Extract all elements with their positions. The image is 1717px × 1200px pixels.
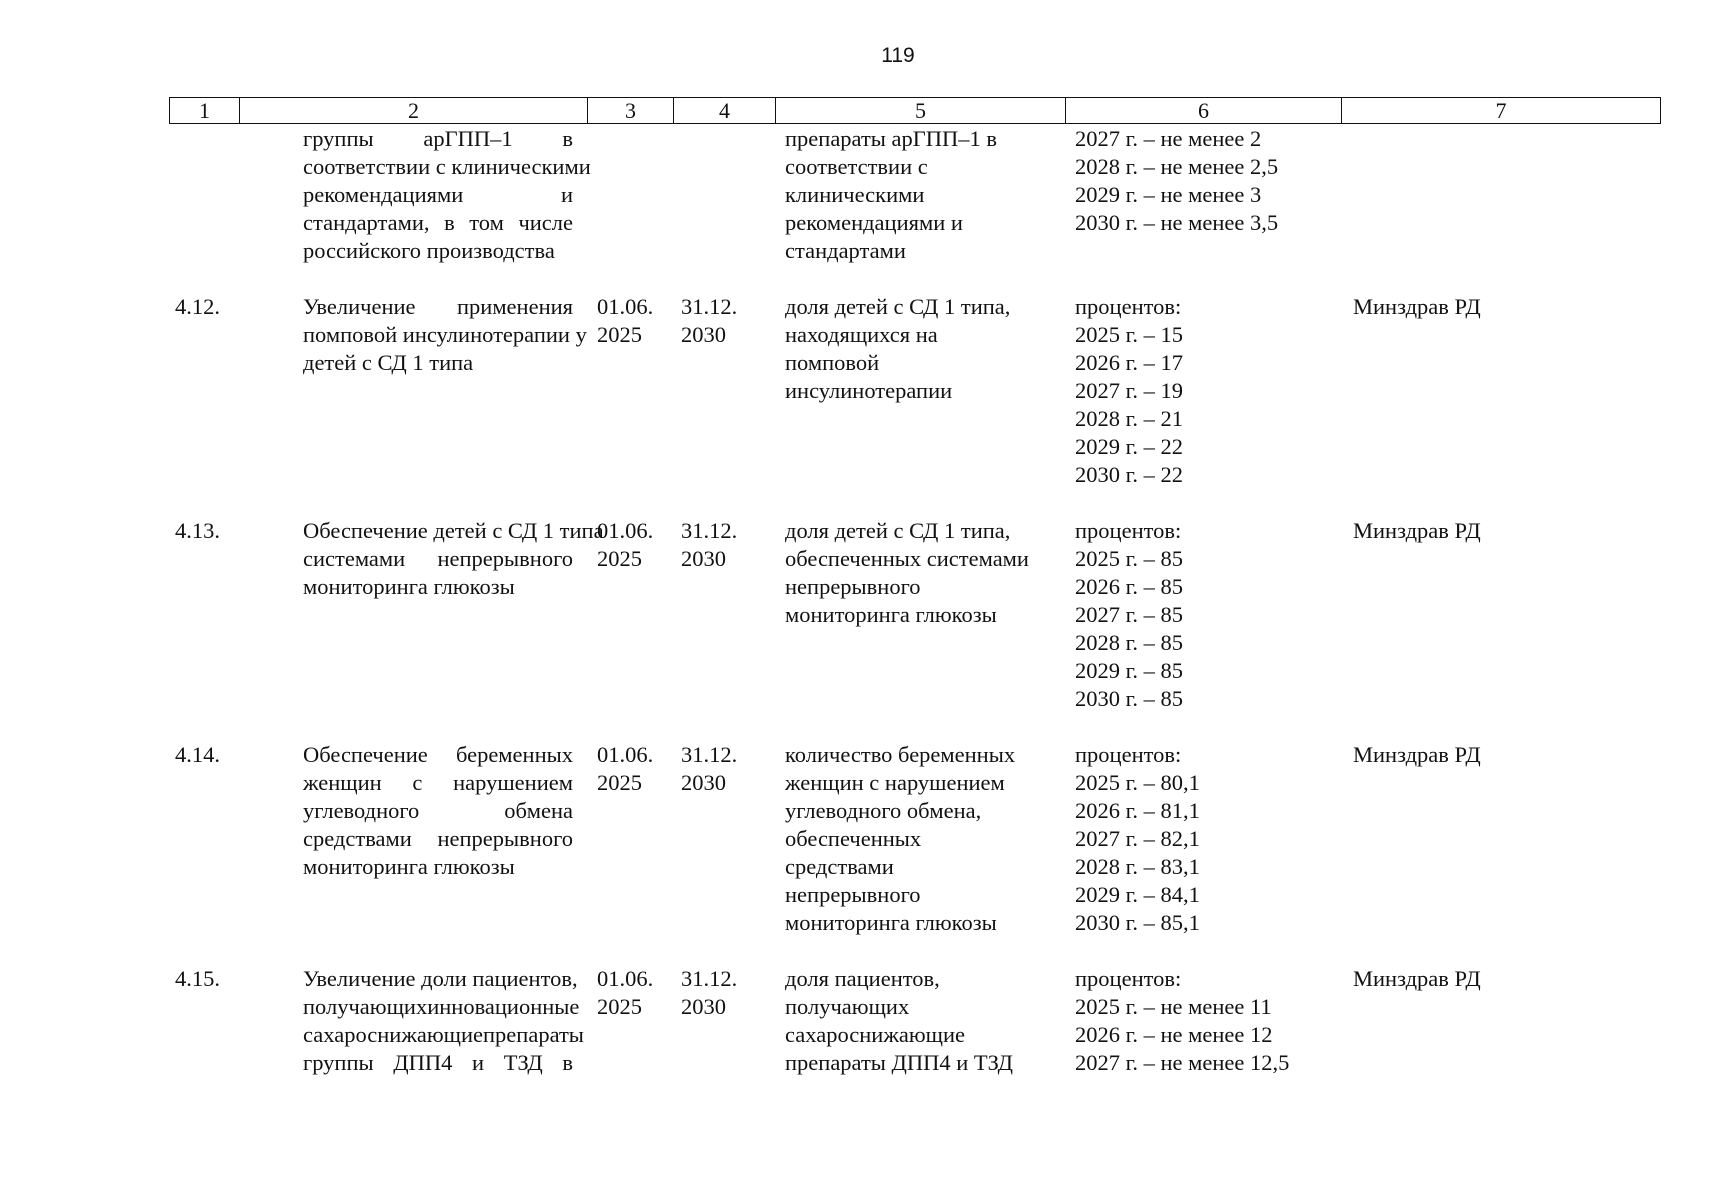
measure-line [303, 853, 573, 881]
indicator-text [775, 965, 1065, 1077]
indicator-line: количество беременных [785, 742, 1016, 767]
measure-word: женщин [303, 770, 382, 795]
value-line: 2026 г. – 85 [1075, 574, 1183, 599]
value-line: процентов: [1075, 966, 1182, 991]
value-line: 2025 г. – 80,1 [1075, 770, 1200, 795]
measure-line [303, 517, 604, 545]
start-date: 01.06. 2025 [597, 518, 654, 571]
measure-word: средствами [303, 826, 412, 851]
value-line: 2025 г. – 85 [1075, 546, 1183, 571]
table-body [169, 125, 1661, 1077]
indicator-line: доля детей с СД 1 типа, [785, 294, 1011, 319]
value-line: процентов: [1075, 742, 1182, 767]
value-line: 2027 г. – не менее 2 [1075, 126, 1262, 151]
column-header-5: 5 [776, 98, 1066, 123]
indicator-values [1065, 965, 1341, 1077]
measure-word: и [560, 182, 573, 207]
value-line: 2025 г. – 15 [1075, 322, 1183, 347]
measure-line [303, 993, 580, 1021]
measure-word: группы [303, 1050, 374, 1075]
measure-word: получающих [303, 994, 428, 1019]
table-row [169, 125, 1661, 265]
measure-line [303, 825, 573, 853]
column-header-2: 2 [240, 98, 588, 123]
indicator-text [775, 517, 1065, 713]
table-row [169, 293, 1661, 489]
measure-text [239, 741, 587, 937]
measure-word: мониторинга глюкозы [303, 574, 515, 599]
measure-word: Увеличение [303, 294, 416, 319]
measure-word: детей с СД 1 типа [303, 350, 474, 375]
measure-text [239, 965, 587, 1077]
table-row [169, 517, 1661, 713]
responsible-org: Минздрав РД [1353, 294, 1481, 319]
measure-line [303, 1021, 584, 1049]
value-line: 2027 г. – 85 [1075, 602, 1183, 627]
measure-text [239, 517, 604, 713]
responsible-org: Минздрав РД [1353, 742, 1481, 767]
indicator-line: находящихся на [785, 322, 938, 347]
measure-line [303, 181, 573, 209]
end-date: 31.12. 2030 [681, 742, 738, 795]
measure-line [303, 1049, 573, 1077]
measure-text [239, 293, 587, 489]
value-line: 2028 г. – не менее 2,5 [1075, 154, 1279, 179]
row-number: 4.12. [175, 294, 220, 319]
indicator-line: непрерывного [785, 882, 921, 907]
measure-word: рекомендациями [303, 182, 464, 207]
measure-line [303, 797, 573, 825]
end-date: 31.12. 2030 [681, 966, 738, 1019]
value-line: 2027 г. – 19 [1075, 378, 1183, 403]
measure-line [303, 153, 591, 181]
measure-word: том [469, 210, 504, 235]
column-header-1: 1 [170, 98, 240, 123]
measure-word: соответствии с клиническими [303, 154, 591, 179]
measure-word: сахароснижающие [303, 1022, 484, 1047]
indicator-line: женщин с нарушением [785, 770, 1005, 795]
value-line: 2029 г. – 22 [1075, 434, 1183, 459]
measure-line [303, 209, 573, 237]
indicator-line: непрерывного [785, 574, 921, 599]
measure-word: и [472, 1050, 485, 1075]
value-line: процентов: [1075, 518, 1182, 543]
indicator-text [775, 125, 1065, 265]
indicator-values [1065, 517, 1341, 713]
indicator-text [775, 293, 1065, 489]
value-line: 2030 г. – не менее 3,5 [1075, 210, 1279, 235]
value-line: процентов: [1075, 294, 1182, 319]
column-header-3: 3 [588, 98, 674, 123]
responsible-org: Минздрав РД [1353, 518, 1481, 543]
measure-word: стандартами, [303, 210, 430, 235]
responsible-org: Минздрав РД [1353, 966, 1481, 991]
value-line: 2029 г. – 84,1 [1075, 882, 1200, 907]
responsible-org [1341, 125, 1661, 265]
measure-word: числе [518, 210, 573, 235]
indicator-line: доля детей с СД 1 типа, [785, 518, 1011, 543]
column-header-6: 6 [1066, 98, 1342, 123]
measure-word: арГПП–1 [423, 126, 513, 151]
indicator-text [775, 741, 1065, 937]
value-line: 2028 г. – 83,1 [1075, 854, 1200, 879]
measure-word: Обеспечение детей с СД 1 типа [303, 518, 604, 543]
row-number [169, 125, 239, 265]
indicator-values [1065, 293, 1341, 489]
indicator-line: помповой [785, 350, 880, 375]
value-line: 2029 г. – не менее 3 [1075, 182, 1262, 207]
measure-line [303, 545, 573, 573]
measure-word: с [412, 770, 423, 795]
row-number: 4.13. [175, 518, 220, 543]
indicator-line: клиническими [785, 182, 925, 207]
measure-word: в [562, 1050, 573, 1075]
value-line: 2029 г. – 85 [1075, 658, 1183, 683]
measure-word: группы [303, 126, 374, 151]
measure-word: ТЗД [503, 1050, 543, 1075]
indicator-values [1065, 741, 1341, 937]
table-row [169, 741, 1661, 937]
end-date: 31.12. 2030 [681, 518, 738, 571]
end-date: 31.12. 2030 [681, 294, 738, 347]
measure-line [303, 965, 578, 993]
measure-word: обмена [504, 798, 573, 823]
table-header [169, 97, 1661, 124]
measure-word: применения [456, 294, 573, 319]
value-line: 2030 г. – 85,1 [1075, 910, 1200, 935]
indicator-line: рекомендациями и [785, 210, 963, 235]
measure-word: беременных [455, 742, 573, 767]
measure-word: углеводного [303, 798, 420, 823]
value-line: 2027 г. – 82,1 [1075, 826, 1200, 851]
value-line: 2030 г. – 22 [1075, 462, 1183, 487]
column-header-4: 4 [674, 98, 776, 123]
value-line: 2026 г. – 17 [1075, 350, 1183, 375]
page-number: 119 [881, 44, 915, 67]
measure-word: непрерывного [437, 826, 573, 851]
table-row [169, 965, 1661, 1077]
measure-word: мониторинга глюкозы [303, 854, 515, 879]
column-header-7: 7 [1495, 98, 1507, 123]
value-line: 2026 г. – не менее 12 [1075, 1022, 1273, 1047]
indicator-line: получающих [785, 994, 910, 1019]
start-date: 01.06. 2025 [597, 742, 654, 795]
indicator-line: мониторинга глюкозы [785, 910, 997, 935]
indicator-line: инсулинотерапии [785, 378, 953, 403]
measure-word: Обеспечение [303, 742, 428, 767]
measure-text [239, 125, 591, 265]
measure-line [303, 769, 573, 797]
value-line: 2028 г. – 21 [1075, 406, 1183, 431]
indicator-line: обеспеченных системами [785, 546, 1029, 571]
measure-line [303, 293, 573, 321]
indicator-line: сахароснижающие [785, 1022, 966, 1047]
indicator-line: стандартами [785, 238, 906, 263]
start-date: 01.06. 2025 [597, 966, 654, 1019]
measure-word: помповой инсулинотерапии у [303, 322, 587, 347]
measure-line [303, 349, 573, 377]
value-line: 2030 г. – 85 [1075, 686, 1183, 711]
indicator-line: препараты ДПП4 и ТЗД [785, 1050, 1013, 1075]
indicator-line: средствами [785, 854, 894, 879]
indicator-line: углеводного обмена, [785, 798, 982, 823]
measure-word: ДПП4 [393, 1050, 453, 1075]
measure-word: непрерывного [437, 546, 573, 571]
row-number: 4.15. [175, 966, 220, 991]
measure-word: системами [303, 546, 406, 571]
measure-word: российского производства [303, 238, 555, 263]
measure-word: инновационные [427, 994, 580, 1019]
row-number: 4.14. [175, 742, 220, 767]
measure-line [303, 321, 587, 349]
measure-word: нарушением [453, 770, 573, 795]
value-line: 2025 г. – не менее 11 [1075, 994, 1272, 1019]
indicator-line: обеспеченных [785, 826, 922, 851]
measure-line [303, 741, 573, 769]
start-date [587, 125, 673, 265]
measure-line [303, 125, 573, 153]
measure-word: в [562, 126, 573, 151]
start-date: 01.06. 2025 [597, 294, 654, 347]
value-line: 2028 г. – 85 [1075, 630, 1183, 655]
indicator-line: соответствии с [785, 154, 928, 179]
value-line: 2027 г. – не менее 12,5 [1075, 1050, 1290, 1075]
measure-word: Увеличение доли пациентов, [303, 966, 578, 991]
value-line: 2026 г. – 81,1 [1075, 798, 1200, 823]
indicator-line: мониторинга глюкозы [785, 602, 997, 627]
measure-word: препараты [483, 1022, 584, 1047]
measure-line [303, 237, 573, 265]
measure-line [303, 573, 573, 601]
indicator-line: препараты арГПП–1 в [785, 126, 998, 151]
indicator-values [1065, 125, 1341, 265]
indicator-line: доля пациентов, [785, 966, 940, 991]
measure-word: в [444, 210, 455, 235]
end-date [673, 125, 775, 265]
